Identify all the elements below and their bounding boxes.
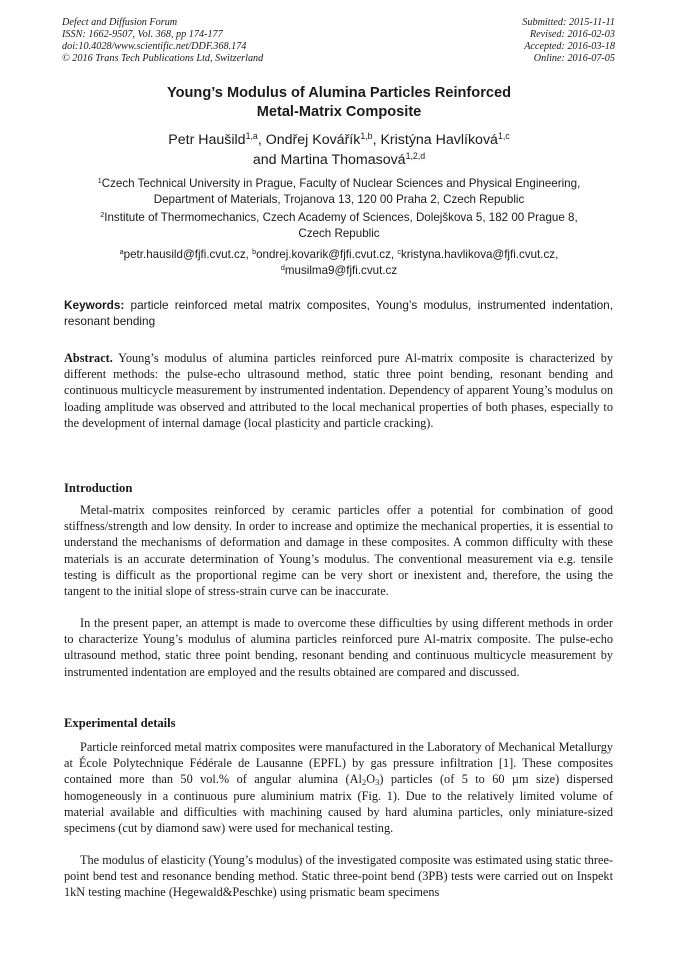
- introduction-heading: Introduction: [64, 481, 133, 495]
- journal-name: Defect and Diffusion Forum: [62, 17, 178, 28]
- author-name: Kristýna Havlíková: [380, 132, 498, 148]
- affiliation-2: $^2$Institute of Thermomechanics, Czech Academy of Sciences, Dolejškova 5, 182 00 Prague 8, Czech Republic: [100, 210, 578, 240]
- paper-title: Young’s Modulus of Alumina Particles Reinforced Metal-Matrix Composite: [166, 85, 512, 120]
- abstract: Abstract. Young’s modulus of alumina particles reinforced pure Al-matrix composite is characterized by different methods: the pulse-echo ultrasound method, static three point bending, resonant bending and continuous multicycle measurement by instrumented indentation. Dependency of apparent Young’s modulus on loading amplitude was observed and attributed to the local mechanical properties of both phases, especially to the development of internal damage (local plasticity and particle cracking).: [64, 351, 613, 430]
- accepted-date: Accepted: 2016-03-18: [524, 41, 615, 52]
- issn-line: ISSN: 1662-9507, Vol. 368, pp 174-177: [62, 29, 223, 40]
- introduction-paragraph-1: Metal-matrix composites reinforced by ceramic particles offer a potential for combination of good stiffness/strength and low density. In order to increase and optimize the mechanical properties, it is essential to understand the mechanisms of deformation and damage in these composites. A common difficulty with these materials is an accurate determination of Young’s modulus. The conventional measurement via e.g. tensile testing is difficult as the proportional regime can be very short or inexistent and, therefore, the using the tangent to the initial slope of stress-strain curve can be inaccurate.: [64, 503, 613, 599]
- submitted-date: Submitted: 2015-11-11: [522, 17, 615, 28]
- abstract-label: Abstract.: [64, 351, 113, 365]
- affiliation-1: $^1$Czech Technical University in Prague, Faculty of Nuclear Sciences and Physical Engineering, Department of Materials, Trojanova 13, 120 00 Praha 2, Czech Republic: [97, 176, 581, 206]
- keywords: Keywords: particle reinforced metal matrix composites, Young’s modulus, instrumented indentation, resonant bending: [64, 298, 613, 328]
- author-list: Petr Haušild$^{1,a}$, Ondřej Kovářík$^{1,b}$, Kristýna Havlíková$^{1,c}$ and Martina Thomasová$^{1,2,d}$: [168, 131, 510, 168]
- email-list: $^a$petr.hausild@fjfi.cvut.cz, $^b$ondrej.kovarik@fjfi.cvut.cz, $^c$kristyna.havlikova@fjfi.cvut.cz, $^d$musilma9@fjfi.cvut.cz: [119, 247, 559, 277]
- copyright-line: © 2016 Trans Tech Publications Ltd, Switzerland: [62, 53, 264, 64]
- online-date: Online: 2016-07-05: [533, 53, 615, 64]
- experimental-paragraph-2: The modulus of elasticity (Young’s modulus) of the investigated composite was estimated using static three-point bend test and resonance bending method. Static three-point bend (3PB) tests were carried out on Inspekt 1kN testing machine (Hegewald&Peschke) using prismatic beam specimens: [64, 853, 613, 900]
- keywords-label: Keywords:: [64, 298, 125, 312]
- revised-date: Revised: 2016-02-03: [529, 29, 615, 40]
- author-name: Martina Thomasová: [280, 152, 406, 168]
- email-link: ondrej.kovarik@fjfi.cvut.cz,: [256, 248, 398, 261]
- email-link: musilma9@fjfi.cvut.cz: [284, 263, 398, 277]
- email-link: petr.hausild@fjfi.cvut.cz,: [123, 248, 253, 261]
- header-dates: [522, 17, 615, 65]
- header-journal-info: [62, 17, 263, 65]
- experimental-heading: Experimental details: [64, 716, 176, 730]
- email-link: kristyna.havlikova@fjfi.cvut.cz,: [400, 248, 559, 261]
- author-name: Ondřej Kovářík: [265, 132, 361, 148]
- doi-line: doi:10.4028/www.scientific.net/DDF.368.174: [62, 41, 247, 52]
- experimental-paragraph-1: Particle reinforced metal matrix composites were manufactured in the Laboratory of Mechanical Metallurgy at École Polytechnique Fédérale de Lausanne (EPFL) by gas pressure infiltration [1]. These composites contained more than 50 vol.% of angular alumina $(Al_2O_3)$ particles (of 5 to 60 µm size) dispersed homogeneously in a continuous pure aluminium matrix (Fig. 1). Due to the relatively limited volume of material available and difficulties with machining caused by hard alumina particles, only miniature-sized specimens (cut by diamond saw) were used for mechanical testing.: [64, 740, 614, 836]
- author-name: Petr Haušild: [168, 132, 246, 148]
- introduction-paragraph-2: In the present paper, an attempt is made to overcome these difficulties by using different methods in order to characterize Young’s modulus of alumina particles reinforced pure Al-matrix composite. The pulse-echo ultrasound method, static three point bending, resonant bending and continuous multicycle measurement by instrumented indentation are employed and the results obtained are compared and discussed.: [64, 616, 613, 679]
